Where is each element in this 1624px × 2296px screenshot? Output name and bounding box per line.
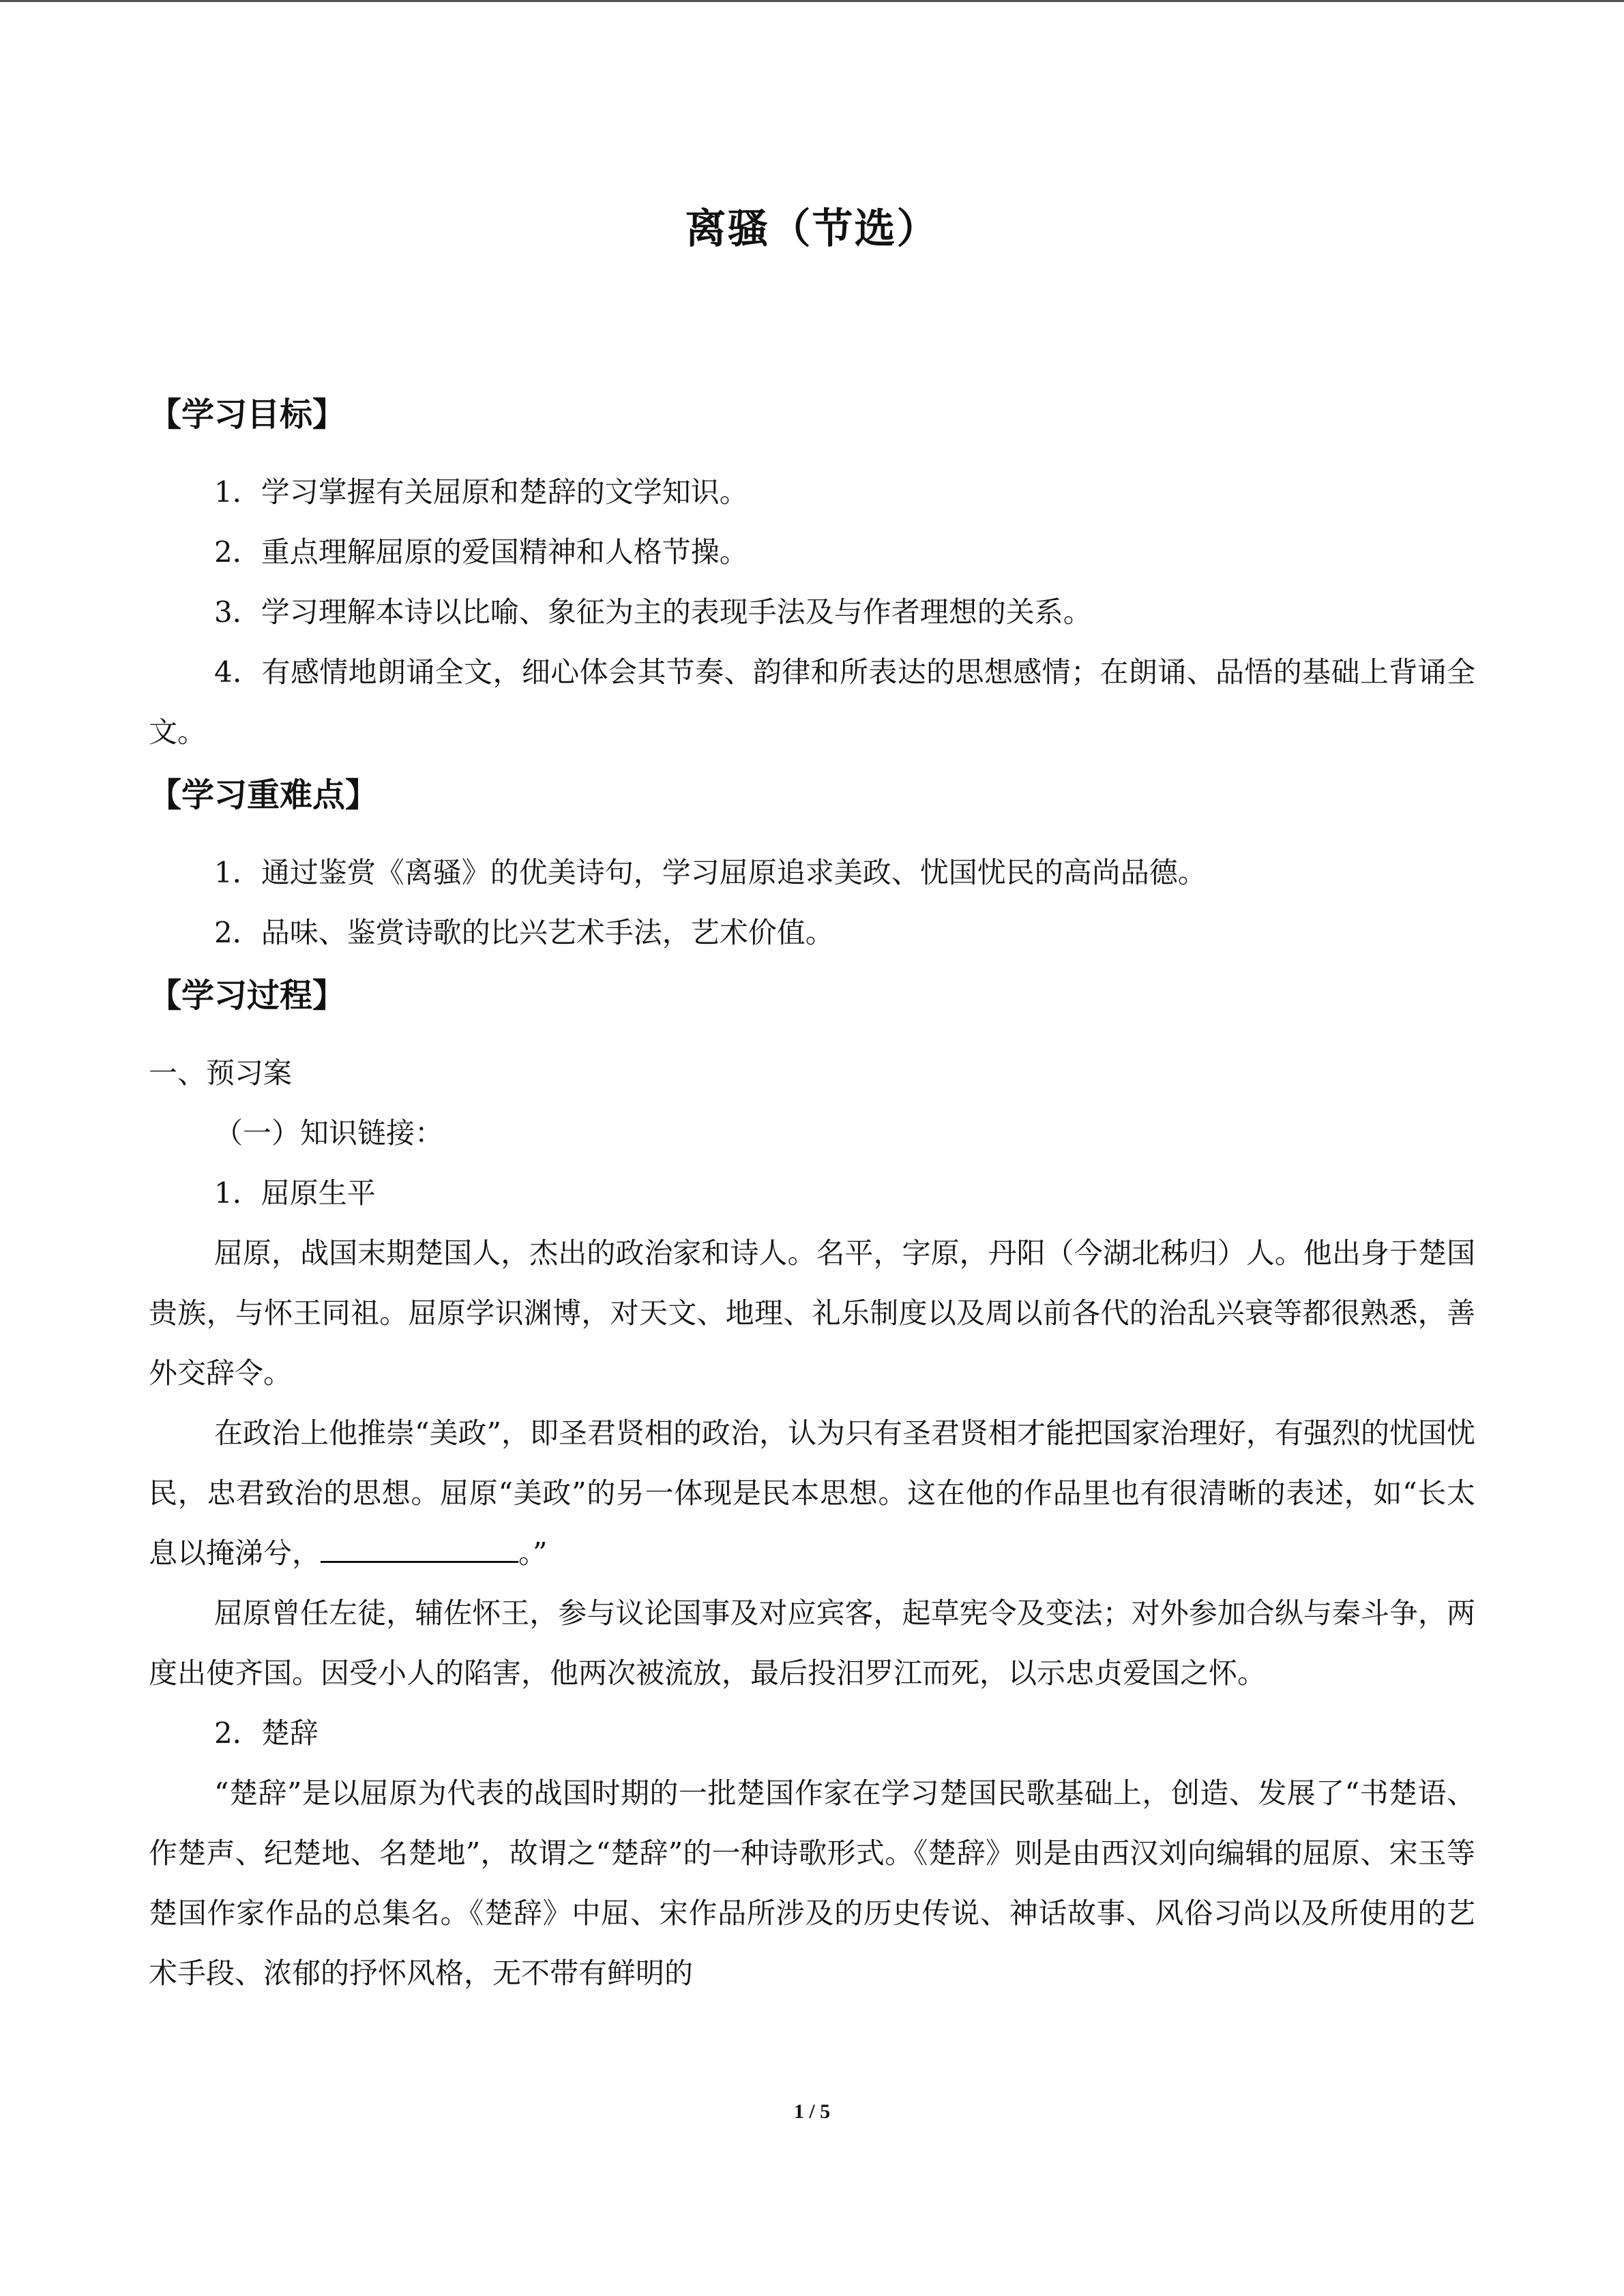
paragraph-meizheng-end: 。” (518, 1536, 548, 1570)
paragraph-chuci: “楚辞”是以屈原为代表的战国时期的一批楚国作家在学习楚国民歌基础上，创造、发展了“书楚语、作楚声、纪楚地、名楚地”，故谓之“楚辞”的一种诗歌形式。《楚辞》则是由西汉刘向编辑的屈原、宋玉等楚国作家作品的总集名。《楚辞》中屈、宋作品所涉及的历史传说、神话故事、风俗习尚以及所使用的艺术手段、浓郁的抒怀风格，无不带有鲜明的 (149, 1776, 1475, 1990)
section-heading-goals: 【学习目标】 (149, 396, 346, 434)
goal-item: 2．重点理解屈原的爱国精神和人格节操。 (214, 535, 748, 569)
goal-item: 4．有感情地朗诵全文，细心体会其节奏、韵律和所表达的思想感情；在朗诵、品悟的基础上背诵全文。 (149, 655, 1475, 749)
page-title: 离骚（节选） (685, 205, 939, 253)
paragraph-qu-yuan-career: 屈原曾任左徒，辅佐怀王，参与议论国事及对应宾客，起草宪令及变法；对外参加合纵与秦斗争，两度出使齐国。因受小人的陷害，他两次被流放，最后投汨罗江而死，以示忠贞爱国之怀。 (149, 1596, 1475, 1690)
key-point-item: 2．品味、鉴赏诗歌的比兴艺术手法，艺术价值。 (214, 916, 834, 949)
document-body (149, 382, 1475, 2003)
key-point-item: 1．通过鉴赏《离骚》的优美诗句，学习屈原追求美政、忧国忧民的高尚品德。 (214, 856, 1207, 889)
part-heading-preview: 一、预习案 (149, 1056, 293, 1090)
paragraph-qu-yuan-bio: 屈原，战国末期楚国人，杰出的政治家和诗人。名平，字原，丹阳（今湖北秭归）人。他出身于楚国贵族，与怀王同祖。屈原学识渊博，对天文、地理、礼乐制度以及周以前各代的治乱兴衰等都很熟悉，善外交辞令。 (149, 1236, 1475, 1390)
paragraph-meizheng-text: 在政治上他推崇“美政”，即圣君贤相的政治，认为只有圣君贤相才能把国家治理好，有强烈的忧国忧民，忠君致治的思想。屈原“美政”的另一体现是民本思想。这在他的作品里也有很清晰的表述，如“长太息以掩涕兮， (149, 1416, 1475, 1570)
paragraph-meizheng (149, 1403, 1475, 1583)
fill-in-blank[interactable] (321, 1536, 518, 1563)
goal-item: 1．学习掌握有关屈原和楚辞的文学知识。 (214, 475, 748, 509)
page-number: 1 / 5 (793, 2100, 831, 2123)
section-heading-key-points: 【学习重难点】 (149, 776, 379, 814)
top-border-line (0, 0, 1624, 2)
section-heading-process: 【学习过程】 (149, 976, 346, 1015)
goal-item: 3．学习理解本诗以比喻、象征为主的表现手法及与作者理想的关系。 (214, 595, 1092, 629)
subheading-knowledge-link: （一）知识链接： (214, 1116, 444, 1150)
item-title-qu-yuan-life: 1．屈原生平 (214, 1176, 376, 1210)
item-title-chuci: 2．楚辞 (214, 1716, 319, 1750)
